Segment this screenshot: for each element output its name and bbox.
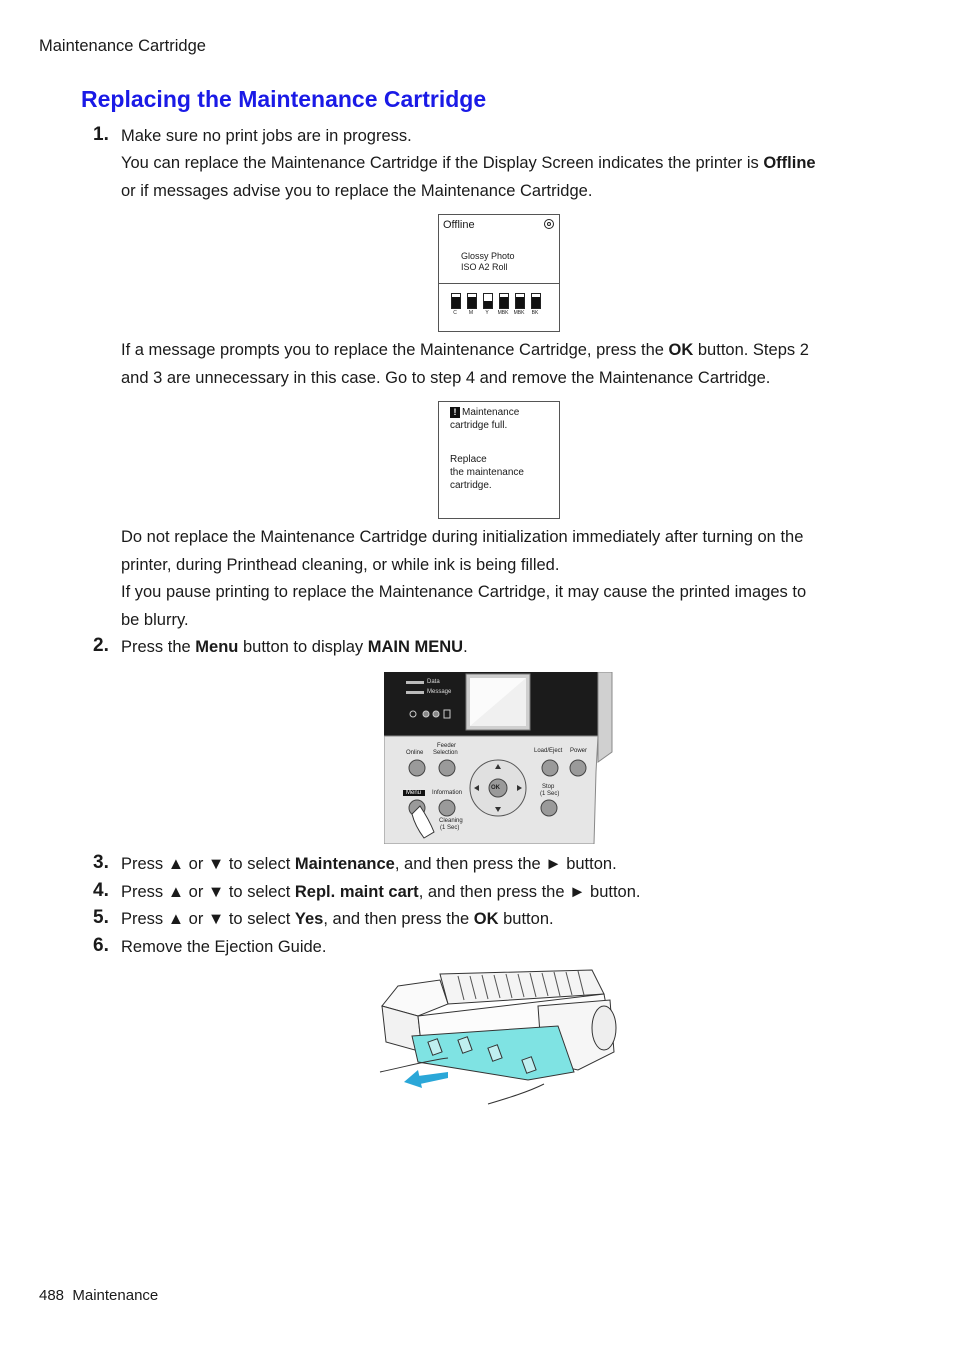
ink-label: MBK [513,310,525,316]
ink-tank [513,293,525,327]
caution-text: Do not replace the Maintenance Cartridge during initialization immediately after turning on the [121,528,804,546]
step-5-text: Press ▲ or ▼ to select Yes, and then press the OK button. [121,910,554,928]
stop-label: Stop [542,784,555,790]
page-title: Replacing the Maintenance Cartridge [81,86,487,112]
step-2-text: Press the Menu button to display MAIN MENU. [121,638,468,656]
message-line: cartridge. [450,480,492,491]
ink-level-bar [515,293,525,309]
ink-label: Y [485,310,489,316]
ink-level-bar [531,293,541,309]
footer-section: Maintenance [72,1287,159,1304]
step-1-detail-cont: or if messages advise you to replace the Maintenance Cartridge. [121,182,593,200]
ink-tank [529,293,541,327]
running-header: Maintenance Cartridge [39,37,206,55]
menu-label: Menu [406,790,422,796]
caution-text: be blurry. [121,611,189,629]
online-label: Online [406,750,424,756]
step-4-text: Press ▲ or ▼ to select Repl. maint cart, and then press the ► button. [121,883,641,901]
printer-ejection-guide-illustration [378,966,620,1106]
media-type: Glossy Photo [461,251,515,261]
control-panel-illustration [384,672,614,844]
media-size: ISO A2 Roll [461,262,508,272]
ink-label: M [468,310,474,316]
load-eject-label: Load/Eject [534,748,563,754]
message-line: Replace [450,454,487,465]
ink-tank [465,293,477,327]
message-lamp-label: Message [427,689,452,695]
page-number: 488 [39,1287,65,1304]
information-label: Information [432,790,463,796]
cleaning-sec-label: (1 Sec) [440,825,460,831]
message-line: the maintenance [450,467,524,478]
step-number: 5. [93,907,109,928]
feeder-label: Feeder [437,743,457,749]
step-number: 3. [93,852,109,873]
ink-label: MBK [497,310,509,316]
ink-label: C [453,310,457,316]
power-label: Power [570,748,588,754]
ink-level-bar [499,293,509,309]
step-6-text: Remove the Ejection Guide. [121,938,327,956]
message-line: cartridge full. [450,420,508,431]
ink-level-bar [451,293,461,309]
step-number: 6. [93,935,109,956]
ink-label: BK [531,310,539,316]
data-lamp-label: Data [427,679,440,685]
caution-text: If you pause printing to replace the Maintenance Cartridge, it may cause the printed images to [121,583,807,601]
caution-text: printer, during Printhead cleaning, or while ink is being filled. [121,556,560,574]
page-footer [39,1287,158,1304]
warning-icon: ! [450,407,460,418]
selection-label: Selection [433,750,458,756]
ink-level-row [449,293,553,329]
message-line: Maintenance [462,407,520,418]
note-text-cont: and 3 are unnecessary in this case. Go to step 4 and remove the Maintenance Cartridge. [121,369,771,387]
ink-level-bar [483,293,493,309]
ink-tank [449,293,461,327]
ink-tank [481,293,493,327]
step-3-text: Press ▲ or ▼ to select Maintenance, and then press the ► button. [121,855,617,873]
display-screen-offline [438,214,560,332]
step-number: 2. [93,635,109,656]
stop-sec-label: (1 Sec) [540,791,560,797]
step-1-text: Make sure no print jobs are in progress. [121,127,412,145]
step-number: 4. [93,880,109,901]
cleaning-label: Cleaning [439,818,463,824]
status-text: Offline [443,219,475,231]
roll-icon [544,219,554,229]
note-text: If a message prompts you to replace the Maintenance Cartridge, press the OK button. Steps 2 [121,341,809,359]
ink-level-bar [467,293,477,309]
step-number: 1. [93,124,109,145]
ok-label: OK [491,785,500,791]
ink-tank [497,293,509,327]
display-screen-message [438,401,560,519]
step-1-detail: You can replace the Maintenance Cartridge if the Display Screen indicates the printer is Offline [121,154,816,172]
